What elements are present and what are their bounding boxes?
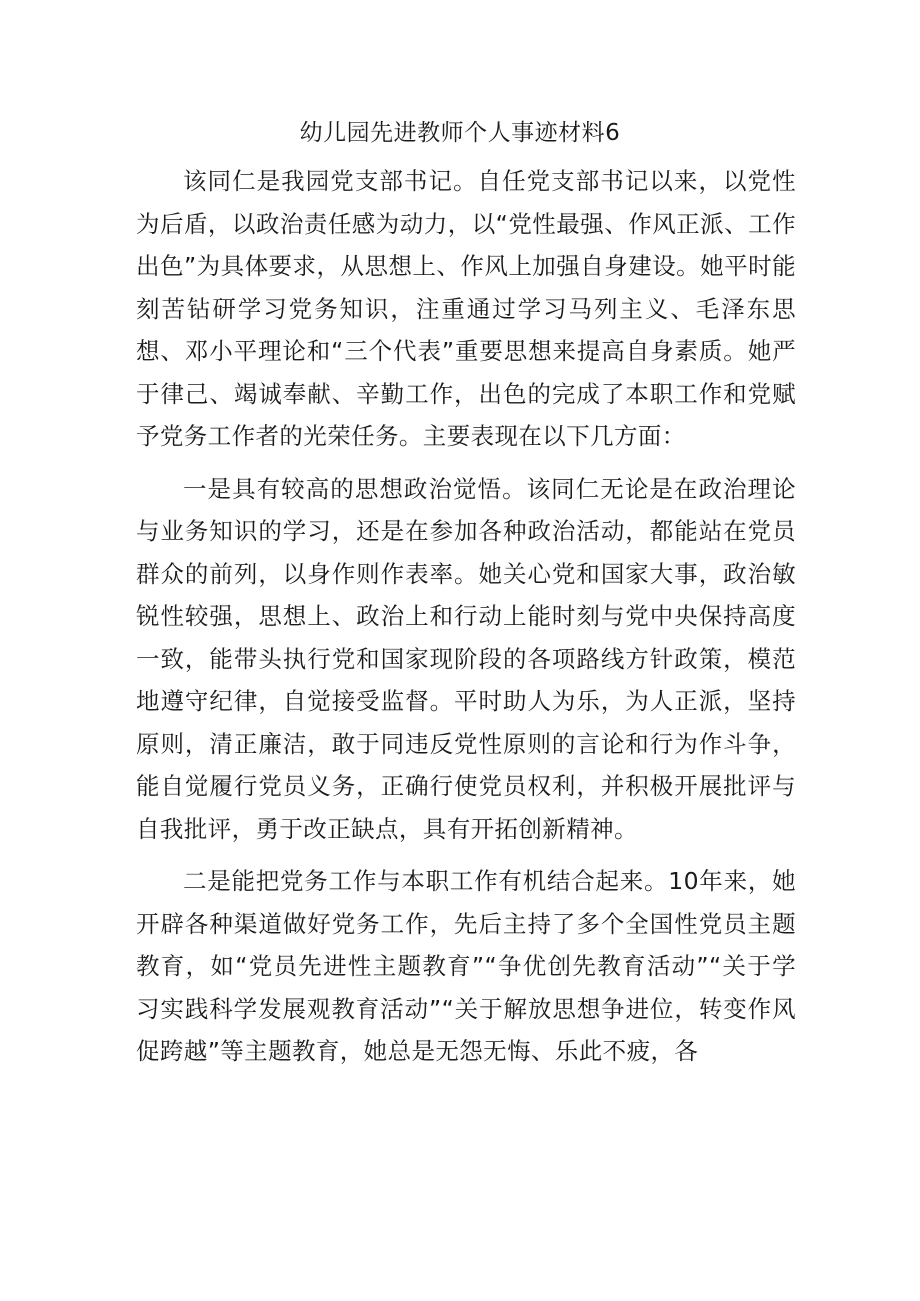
- paragraph-intro: 该同仁是我园党支部书记。自任党支部书记以来，以党性为后盾，以政治责任感为动力，以“党性最强、作风正派、工作出色”为具体要求，从思想上、作风上加强自身建设。她平时能刻苦钻研学习党务知识，注重通过学习马列主义、毛泽东思想、邓小平理论和“三个代表”重要思想来提高自身素质。她严于律己、竭诚奉献、辛勤工作，出色的完成了本职工作和党赋予党务工作者的光荣任务。主要表现在以下几方面：: [136, 167, 796, 450]
- paragraph-political-awareness: 一是具有较高的思想政治觉悟。该同仁无论是在政治理论与业务知识的学习，还是在参加各种政治活动，都能站在党员群众的前列，以身作则作表率。她关心党和国家大事，政治敏锐性较强，思想上、政治上和行动上能时刻与党中央保持高度一致，能带头执行党和国家现阶段的各项路线方针政策，模范地遵守纪律，自觉接受监督。平时助人为乐，为人正派，坚持原则，清正廉洁，敢于同违反党性原则的言论和行为作斗争，能自觉履行党员义务，正确行使党员权利，并积极开展批评与自我批评，勇于改正缺点，具有开拓创新精神。: [136, 474, 796, 843]
- paragraph-party-work: 二是能把党务工作与本职工作有机结合起来。10年来，她开辟各种渠道做好党务工作，先后主持了多个全国性党员主题教育，如“党员先进性主题教育”“争优创先教育活动”“关于学习实践科学发展观教育活动”“关于解放思想争进位，转变作风促跨越”等主题教育，她总是无怨无悔、乐此不疲，各: [136, 867, 796, 1065]
- document-title: 幼儿园先进教师个人事迹材料6: [299, 120, 621, 146]
- document-body: [136, 160, 796, 1073]
